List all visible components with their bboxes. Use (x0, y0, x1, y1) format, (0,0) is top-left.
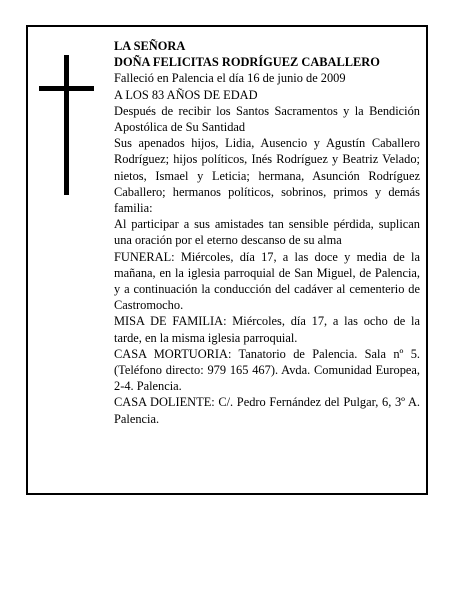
family-paragraph: Sus apenados hijos, Lidia, Ausencio y Agustín Caballero Rodríguez; hijos políticos, Inés Rodríguez y Beatriz Velado; nietos, Ismael y Leticia; hermana, Asunción Rodríguez Caballero; hermanos políticos, sobrinos, primos y demás familia: (114, 136, 420, 216)
obituary-text (114, 38, 420, 427)
mourning-house-paragraph: CASA DOLIENTE: C/. Pedro Fernández del Pulgar, 6, 3º A. Palencia. (114, 395, 420, 426)
sacraments-paragraph: Después de recibir los Santos Sacramentos y la Bendición Apostólica de Su Santidad (114, 103, 420, 135)
age-line: A LOS 83 AÑOS DE EDAD (114, 87, 258, 102)
deceased-name: DOÑA FELICITAS RODRÍGUEZ CABALLERO (114, 55, 380, 70)
cross-icon (64, 55, 69, 195)
funeral-home-paragraph: CASA MORTUORIA: Tanatorio de Palencia. Sala nº 5. (Teléfono directo: 979 165 467). Avda. Comunidad Europea, 2-4. Palencia. (114, 346, 420, 394)
request-paragraph: Al participar a sus amistades tan sensible pérdida, suplican una oración por el eterno descanso de su alma (114, 217, 420, 248)
family-mass-paragraph: MISA DE FAMILIA: Miércoles, día 17, a las ocho de la tarde, en la misma iglesia parroquial. (114, 314, 420, 345)
title-line-1: LA SEÑORA (114, 39, 186, 53)
death-date-line: Falleció en Palencia el día 16 de junio de 2009 (114, 71, 346, 86)
cross-icon-bar (39, 86, 94, 91)
funeral-paragraph: FUNERAL: Miércoles, día 17, a las doce y media de la mañana, en la iglesia parroquial de San Miguel, de Palencia, y a continuación la conducción del cadáver al cementerio de Castromocho. (114, 249, 420, 313)
